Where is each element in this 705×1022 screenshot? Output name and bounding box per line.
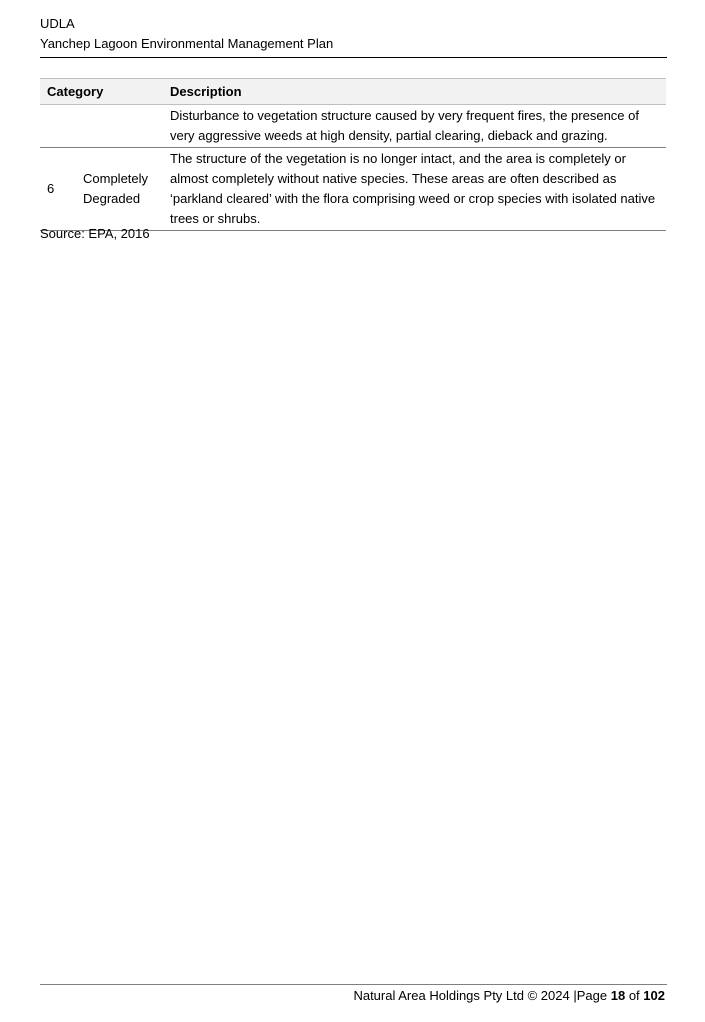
page-footer — [353, 986, 665, 1006]
footer-total-pages: 102 — [643, 988, 665, 1003]
footer-divider — [40, 984, 667, 985]
category-number: 6 — [40, 148, 76, 231]
table-header-row — [40, 79, 666, 105]
vegetation-condition-table — [40, 78, 666, 231]
footer-of-label: of — [628, 988, 640, 1003]
category-number — [40, 105, 76, 148]
table-source-note: Source: EPA, 2016 — [40, 226, 150, 241]
description-header: Description — [163, 79, 666, 105]
footer-company: Natural Area Holdings Pty Ltd © 2024 — [353, 988, 570, 1003]
category-name: Completely Degraded — [76, 148, 163, 231]
footer-page-number: 18 — [610, 988, 626, 1003]
category-description: The structure of the vegetation is no longer intact, and the area is completely or almost completely without native species. These areas are often described as ‘parkland cleared’ with the flora comprising weed or crop species with isolated native trees or shrubs. — [163, 148, 666, 231]
page-header — [40, 14, 667, 54]
footer-page-label: Page — [576, 988, 608, 1003]
header-org: UDLA — [40, 16, 75, 31]
table-row — [40, 148, 666, 231]
footer-separator: | — [573, 988, 577, 1003]
table-row — [40, 105, 666, 148]
category-header: Category — [40, 79, 163, 105]
header-doc-title: Yanchep Lagoon Environmental Management Plan — [40, 36, 334, 51]
header-divider — [40, 57, 667, 58]
category-description: Disturbance to vegetation structure caused by very frequent fires, the presence of very aggressive weeds at high density, partial clearing, dieback and grazing. — [163, 105, 666, 148]
category-name — [76, 105, 163, 148]
